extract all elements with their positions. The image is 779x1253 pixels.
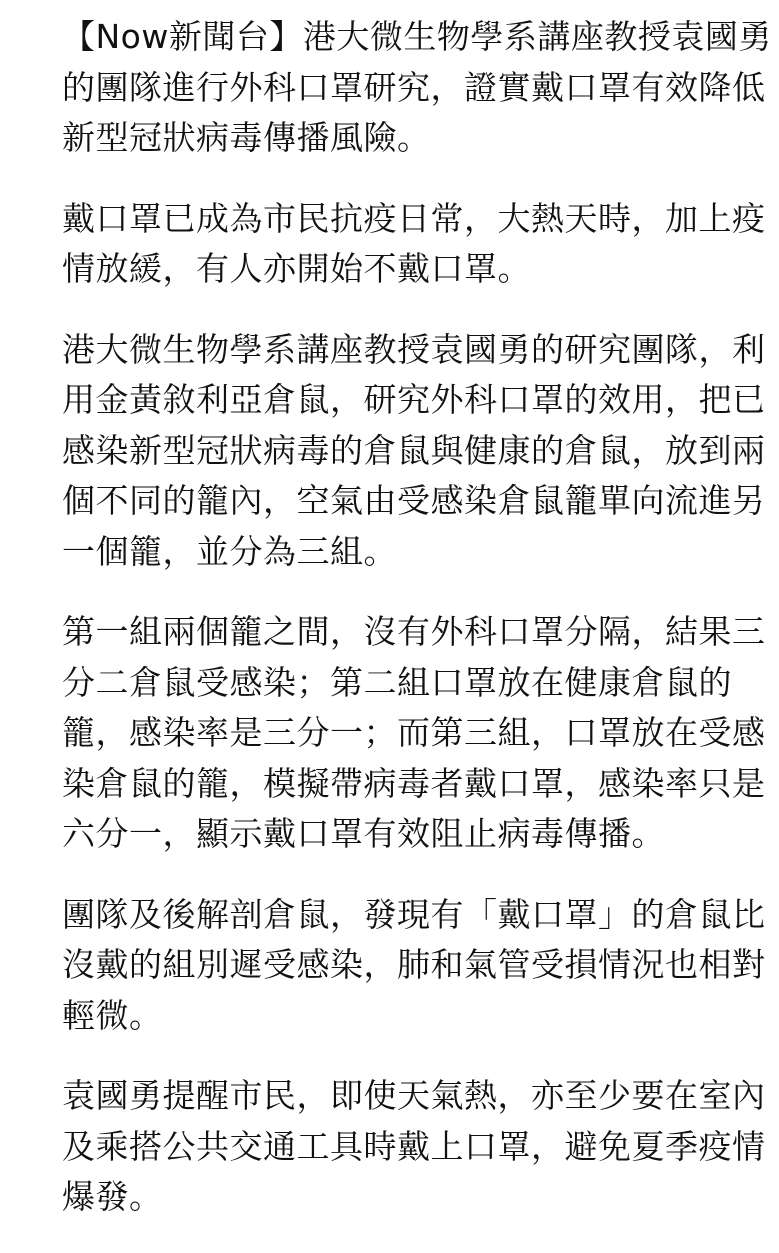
- paragraph-line: 團隊及後解剖倉鼠，發現有「戴口罩」的倉鼠比: [62, 894, 766, 934]
- paragraph-line: 沒戴的組別遲受感染，肺和氣管受損情況也相對: [62, 945, 766, 984]
- paragraph-line: 戴口罩已成為市民抗疫日常，大熱天時，加上疫: [62, 198, 766, 238]
- paragraph-line: 染倉鼠的籠，模擬帶病毒者戴口罩，感染率只是: [62, 763, 766, 803]
- paragraph-line: 個不同的籠內，空氣由受感染倉鼠籠單向流進另: [62, 481, 766, 520]
- paragraph-4: [62, 607, 766, 860]
- paragraph-line: 第一組兩個籠之間，沒有外科口罩分隔，結果三: [62, 612, 766, 651]
- paragraph-line: 【Now新聞台】港大微生物學系講座教授袁國勇: [62, 17, 772, 56]
- paragraph-line: 及乘搭公共交通工具時戴上口罩，避免夏季疫情: [62, 1126, 766, 1166]
- paragraph-line: 一個籠，並分為三組。: [62, 531, 397, 571]
- paragraph-line: 輕微。: [62, 995, 163, 1035]
- paragraph-line: 六分一，顯示戴口罩有效阻止病毒傳播。: [62, 814, 665, 853]
- paragraph-line: 分二倉鼠受感染；第二組口罩放在健康倉鼠的: [62, 662, 732, 702]
- paragraph-line: 新型冠狀病毒傳播風險。: [62, 118, 431, 157]
- paragraph-2: [62, 194, 766, 295]
- paragraph-5: [62, 890, 766, 1042]
- paragraph-line: 感染新型冠狀病毒的倉鼠與健康的倉鼠，放到兩: [62, 430, 766, 470]
- paragraph-line: 爆發。: [62, 1177, 163, 1216]
- paragraph-3: [62, 325, 766, 578]
- paragraph-line: 用金黃敘利亞倉鼠，研究外科口罩的效用，把已: [62, 380, 766, 419]
- paragraph-line: 籠，感染率是三分一；而第三組，口罩放在受感: [62, 713, 766, 752]
- paragraph-line: 情放緩，有人亦開始不戴口罩。: [62, 249, 531, 288]
- paragraph-line: 的團隊進行外科口罩研究，證實戴口罩有效降低: [62, 67, 766, 107]
- paragraph-1: [62, 12, 772, 164]
- paragraph-line: 袁國勇提醒市民，即使天氣熱，亦至少要在室內: [62, 1076, 766, 1115]
- paragraph-line: 港大微生物學系講座教授袁國勇的研究團隊，利: [62, 329, 766, 369]
- article-body: [62, 12, 772, 1253]
